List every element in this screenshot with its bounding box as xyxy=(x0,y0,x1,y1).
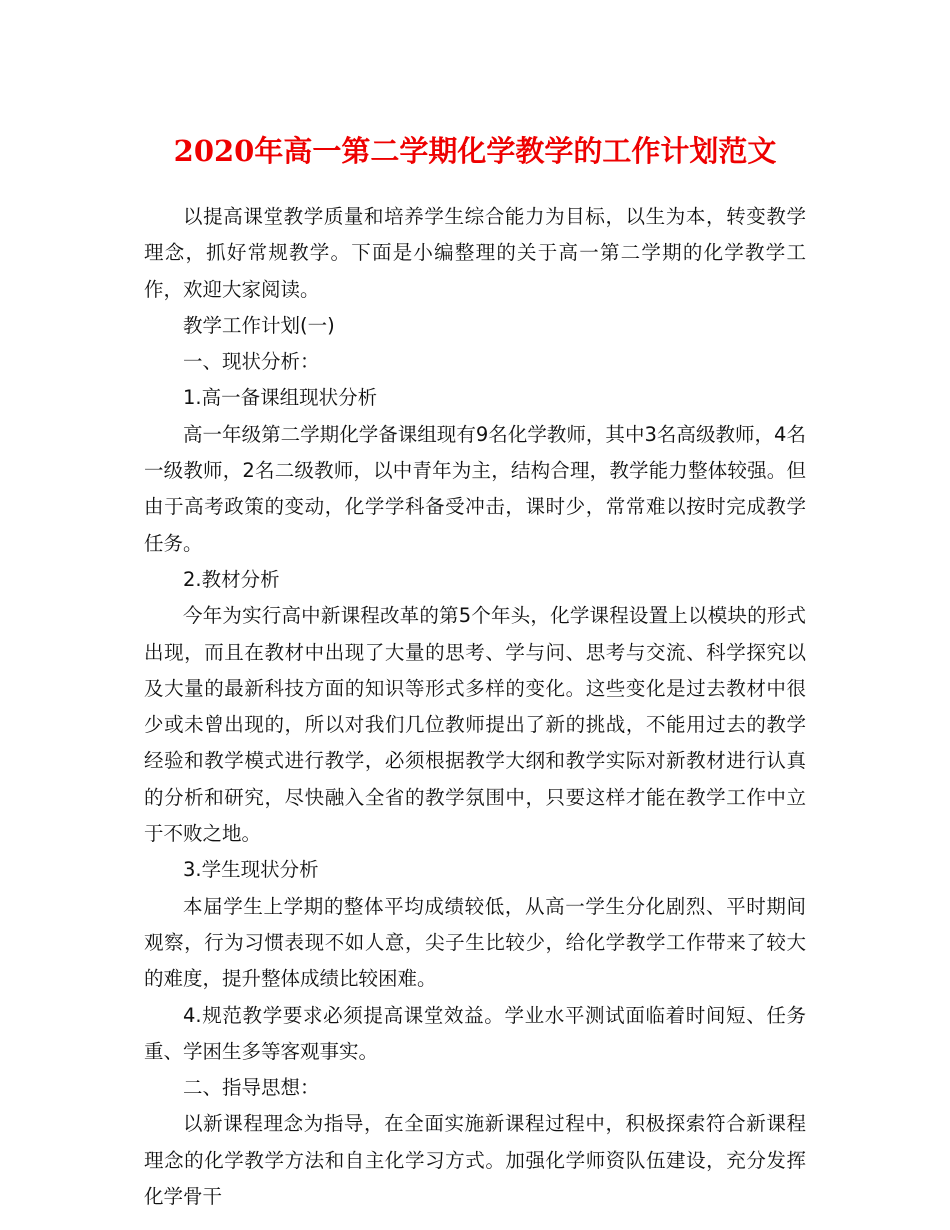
section-heading-plan-one: 教学工作计划(一) xyxy=(183,313,335,337)
document-body xyxy=(144,199,806,1215)
paragraph-student-status: 本届学生上学期的整体平均成绩较低，从高一学生分化剧烈、平时期间观察，行为习惯表现不如人意，尖子生比较少，给化学教学工作带来了较大的难度，提升整体成绩比较困难。 xyxy=(144,894,806,991)
section-heading-status-analysis: 一、现状分析： xyxy=(183,350,320,374)
section-heading-guiding-thought: 二、指导思想： xyxy=(183,1076,320,1100)
paragraph-teaching-requirements: 4.规范教学要求必须提高课堂效益。学业水平测试面临着时间短、任务重、学困生多等客观事实。 xyxy=(144,1003,806,1063)
subheading-textbook-analysis: 2.教材分析 xyxy=(183,567,280,591)
subheading-group-status: 1.高一备课组现状分析 xyxy=(183,386,378,410)
subheading-student-status: 3.学生现状分析 xyxy=(183,858,319,882)
paragraph-textbook-analysis: 今年为实行高中新课程改革的第5个年头，化学课程设置上以模块的形式出现，而且在教材中出现了大量的思考、学与问、思考与交流、科学探究以及大量的最新科技方面的知识等形式多样的变化。这些变化是过去教材中很少或未曾出现的，所以对我们几位教师提出了新的挑战，不能用过去的教学经验和教学模式进行教学，必须根据教学大纲和教学实际对新教材进行认真的分析和研究，尽快融入全省的教学氛围中，只要这样才能在教学工作中立于不败之地。 xyxy=(144,604,806,846)
document-title: 2020年高一第二学期化学教学的工作计划范文 xyxy=(173,134,777,168)
paragraph-guiding-thought: 以新课程理念为指导，在全面实施新课程过程中，积极探索符合新课程理念的化学教学方法和自主化学习方式。加强化学师资队伍建设，充分发挥化学骨干 xyxy=(144,1112,806,1209)
intro-paragraph: 以提高课堂教学质量和培养学生综合能力为目标，以生为本，转变教学理念，抓好常规教学。下面是小编整理的关于高一第二学期的化学教学工作，欢迎大家阅读。 xyxy=(144,205,806,301)
paragraph-group-status: 高一年级第二学期化学备课组现有9名化学教师，其中3名高级教师，4名一级教师，2名二级教师，以中青年为主，结构合理，教学能力整体较强。但由于高考政策的变动，化学学科备受冲击，课时少，常常难以按时完成教学任务。 xyxy=(144,422,806,555)
